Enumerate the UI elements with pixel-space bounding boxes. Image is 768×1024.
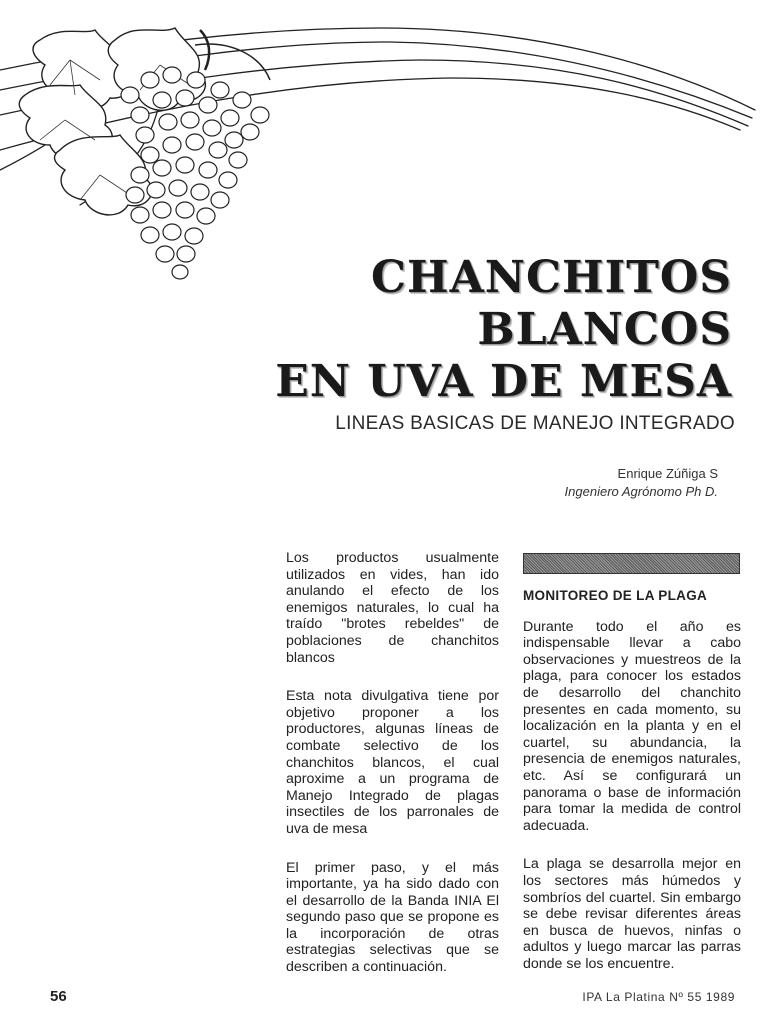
article-title bbox=[275, 252, 732, 408]
grape-vine-illustration bbox=[0, 0, 768, 280]
left-paragraph-3: El primer paso, y el más importante, ya ha sido dado con el desarrollo de la Banda INIA El segundo paso que se propone es la incorporación de otras estrategias selectivas que se describen a continuación. bbox=[286, 859, 499, 976]
footer-credit: IPA La Platina Nº 55 1989 bbox=[582, 990, 735, 1004]
page-number: 56 bbox=[50, 988, 67, 1005]
section-heading: MONITOREO DE LA PLAGA bbox=[523, 588, 708, 603]
article-subtitle: LINEAS BASICAS DE MANEJO INTEGRADO bbox=[335, 413, 735, 434]
right-column bbox=[523, 553, 741, 994]
right-paragraph-2: La plaga se desarrolla mejor en los sectores más húmedos y sombríos del cuartel. Sin embargo se debe revisar diferentes áreas en busca de huevos, ninfas o adultos y luego marcar las parras donde se los encuentre. bbox=[523, 856, 741, 972]
author-title: Ingeniero Agrónomo Ph D. bbox=[564, 484, 718, 499]
left-paragraph-1: Los productos usualmente utilizados en vides, han ido anulando el efecto de los enemigos naturales, lo cual ha traído "brotes rebeldes" de poblaciones de chanchitos blancos bbox=[286, 550, 499, 666]
author-name: Enrique Zúñiga S bbox=[617, 466, 718, 481]
title-line-1: CHANCHITOS bbox=[371, 252, 732, 303]
left-paragraph-2: Esta nota divulgativa tiene por objetivo proponer a los productores, algunas líneas de combate selectivo de los chanchitos blancos, el cual aproxime a un programa de Manejo Integrado de plagas insectiles de los parronales de uva de mesa bbox=[286, 688, 499, 837]
right-paragraph-1: Durante todo el año es indispensable llevar a cabo observaciones y muestreos de la plaga, para conocer los estados de desarrollo del chanchito presentes en cada momento, su localización en la planta y en el cuartel, su abundancia, la presencia de enemigos naturales, etc. Así se configurará un panorama o base de información para tomar la medida de control adecuada. bbox=[523, 618, 741, 834]
title-line-2: BLANCOS bbox=[477, 304, 732, 355]
left-column bbox=[286, 550, 499, 998]
title-line-3: EN UVA DE MESA bbox=[275, 356, 732, 407]
section-divider-bar bbox=[523, 553, 740, 574]
